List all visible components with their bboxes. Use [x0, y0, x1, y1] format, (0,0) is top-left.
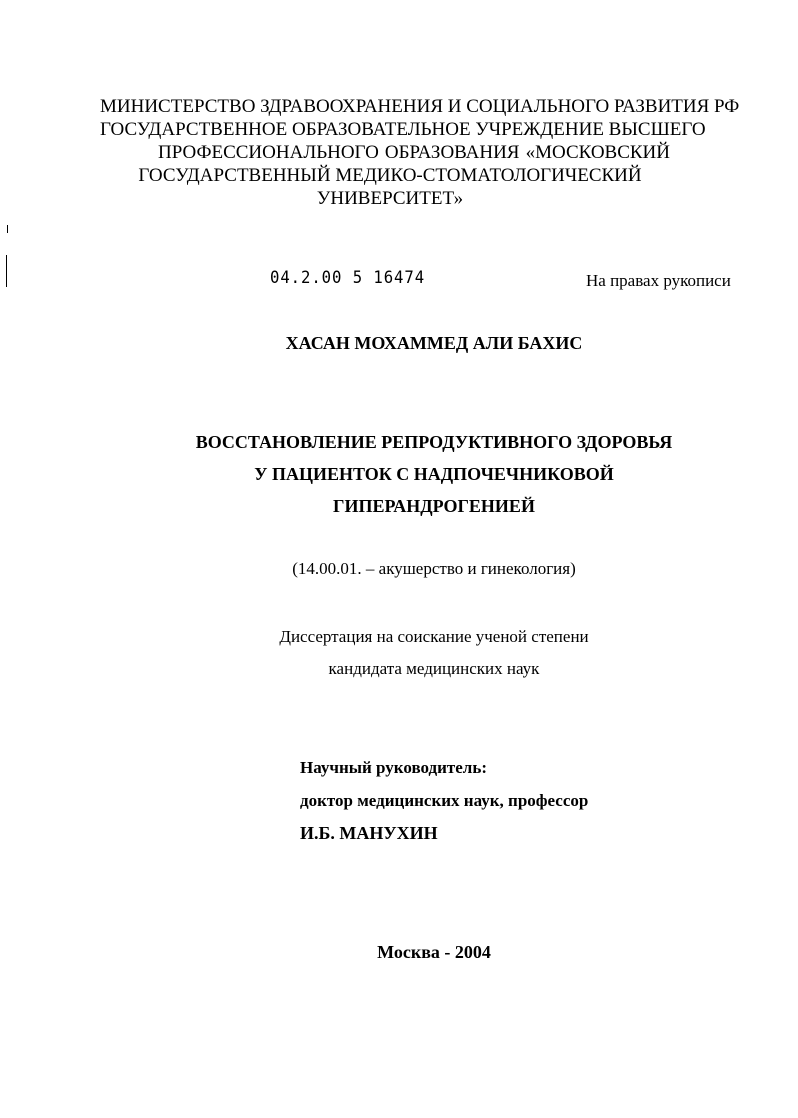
header-line-5: УНИВЕРСИТЕТ» [316, 188, 464, 209]
city-year: Москва - 2004 [377, 942, 491, 962]
title-line-2: У ПАЦИЕНТОК С НАДПОЧЕЧНИКОВОЙ [254, 464, 614, 484]
header-line-1: МИНИСТЕРСТВО ЗДРАВООХРАНЕНИЯ И СОЦИАЛЬНОГО РАЗВИТИЯ РФ [100, 96, 740, 117]
header-line-2: ГОСУДАРСТВЕННОЕ ОБРАЗОВАТЕЛЬНОЕ УЧРЕЖДЕНИЕ ВЫСШЕГО [100, 119, 706, 140]
author-name: ХАСАН МОХАММЕД АЛИ БАХИС [285, 333, 583, 353]
header-line-4: ГОСУДАРСТВЕННЫЙ МЕДИКО-СТОМАТОЛОГИЧЕСКИЙ [138, 165, 642, 186]
scientific-supervisor [300, 751, 588, 850]
supervisor-degree: доктор медицинских наук, профессор [300, 791, 589, 810]
dissertation-description [0, 621, 798, 685]
header-line-3-part-3: «МОСКОВСКИЙ [525, 142, 670, 163]
title-line-3: ГИПЕРАНДРОГЕНИЕЙ [333, 496, 535, 516]
scan-mark [7, 225, 8, 233]
header-line-3 [100, 141, 680, 164]
specialty-code: (14.00.01. – акушерство и гинекология) [292, 559, 576, 578]
dissertation-line-2: кандидата медицинских наук [328, 659, 540, 678]
header-line-3-part-1: ПРОФЕССИОНАЛЬНОГО [158, 142, 379, 163]
supervisor-name: И.Б. МАНУХИН [300, 823, 438, 843]
scan-mark [6, 255, 7, 287]
institution-header [100, 95, 740, 210]
registration-stamp: 04.2.00 5 16474 [270, 268, 426, 288]
manuscript-rights-note: На правах рукописи [586, 271, 731, 290]
dissertation-line-1: Диссертация на соискание ученой степени [279, 627, 589, 646]
supervisor-label: Научный руководитель: [300, 758, 487, 777]
title-line-1: ВОССТАНОВЛЕНИЕ РЕПРОДУКТИВНОГО ЗДОРОВЬЯ [195, 432, 673, 452]
dissertation-title [0, 426, 798, 522]
header-line-3-part-2: ОБРАЗОВАНИЯ [384, 142, 520, 163]
